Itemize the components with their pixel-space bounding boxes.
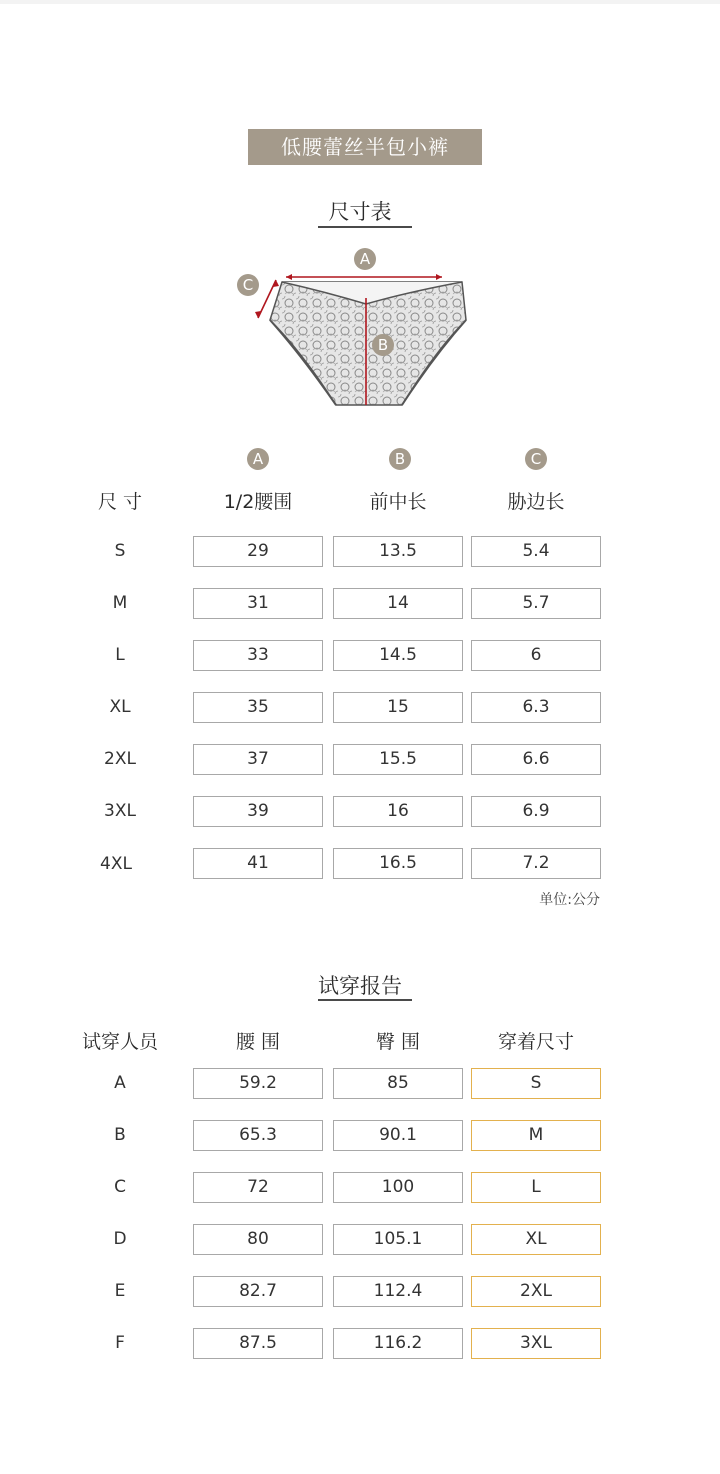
worn-size-cell: M [471, 1120, 601, 1151]
half-waist-cell: 39 [193, 796, 323, 827]
person-label: F [115, 1333, 125, 1353]
waist-cell: 87.5 [193, 1328, 323, 1359]
half-waist-cell: 33 [193, 640, 323, 671]
size-label: S [114, 541, 126, 561]
hip-cell: 116.2 [333, 1328, 463, 1359]
half-waist-cell: 29 [193, 536, 323, 567]
side-length-cell: 6 [471, 640, 601, 671]
size-label: XL [109, 697, 131, 717]
size-label: L [115, 645, 125, 665]
size-label: 2XL [104, 749, 136, 769]
side-length-cell: 7.2 [471, 848, 601, 879]
side-length-cell: 6.9 [471, 796, 601, 827]
front-length-cell: 14.5 [333, 640, 463, 671]
product-title-banner: 低腰蕾丝半包小裤 [248, 129, 482, 165]
person-header: 试穿人员 [81, 1031, 158, 1053]
person-label: B [114, 1125, 126, 1145]
front-length-cell: 16 [333, 796, 463, 827]
side-length-cell: 6.6 [471, 744, 601, 775]
fitting-report-title-underline [318, 999, 412, 1001]
person-label: A [114, 1073, 126, 1093]
size-label: 4XL [100, 854, 132, 874]
half-waist-cell: 35 [193, 692, 323, 723]
fitting-report-title: 试穿报告 [318, 974, 402, 998]
hip-cell: 112.4 [333, 1276, 463, 1307]
worn-size-header: 穿着尺寸 [497, 1031, 574, 1053]
worn-size-cell: 2XL [471, 1276, 601, 1307]
waist-cell: 59.2 [193, 1068, 323, 1099]
waist-header: 腰 围 [235, 1031, 281, 1053]
waist-cell: 65.3 [193, 1120, 323, 1151]
person-label: D [113, 1229, 127, 1249]
half-waist-cell: 41 [193, 848, 323, 879]
hip-header: 臀 围 [375, 1031, 421, 1053]
size-chart-title: 尺寸表 [328, 200, 392, 224]
col-c-marker-icon: C [525, 448, 547, 470]
waist-cell: 82.7 [193, 1276, 323, 1307]
front-length-header: 前中长 [369, 491, 427, 513]
half-waist-cell: 31 [193, 588, 323, 619]
half-waist-header: 1/2腰围 [223, 491, 293, 513]
half-waist-cell: 37 [193, 744, 323, 775]
waist-cell: 72 [193, 1172, 323, 1203]
front-length-cell: 15.5 [333, 744, 463, 775]
worn-size-cell: L [471, 1172, 601, 1203]
worn-size-cell: XL [471, 1224, 601, 1255]
person-label: C [114, 1177, 126, 1197]
front-length-cell: 13.5 [333, 536, 463, 567]
front-length-cell: 15 [333, 692, 463, 723]
side-length-cell: 5.7 [471, 588, 601, 619]
waist-cell: 80 [193, 1224, 323, 1255]
person-label: E [114, 1281, 126, 1301]
hip-cell: 85 [333, 1068, 463, 1099]
side-length-cell: 6.3 [471, 692, 601, 723]
side-length-header: 胁边长 [507, 491, 565, 513]
size-label: M [112, 593, 128, 613]
col-a-marker-icon: A [247, 448, 269, 470]
size-label: 3XL [104, 801, 136, 821]
front-length-cell: 14 [333, 588, 463, 619]
col-b-marker-icon: B [389, 448, 411, 470]
marker-c-icon: C [237, 274, 259, 296]
front-length-cell: 16.5 [333, 848, 463, 879]
side-length-cell: 5.4 [471, 536, 601, 567]
worn-size-cell: S [471, 1068, 601, 1099]
size-header: 尺 寸 [97, 491, 143, 513]
marker-b-icon: B [372, 334, 394, 356]
hip-cell: 90.1 [333, 1120, 463, 1151]
hip-cell: 100 [333, 1172, 463, 1203]
marker-a-icon: A [354, 248, 376, 270]
hip-cell: 105.1 [333, 1224, 463, 1255]
top-divider [0, 0, 720, 4]
size-chart-title-underline [318, 226, 412, 228]
unit-note: 单位:公分 [539, 892, 600, 908]
worn-size-cell: 3XL [471, 1328, 601, 1359]
